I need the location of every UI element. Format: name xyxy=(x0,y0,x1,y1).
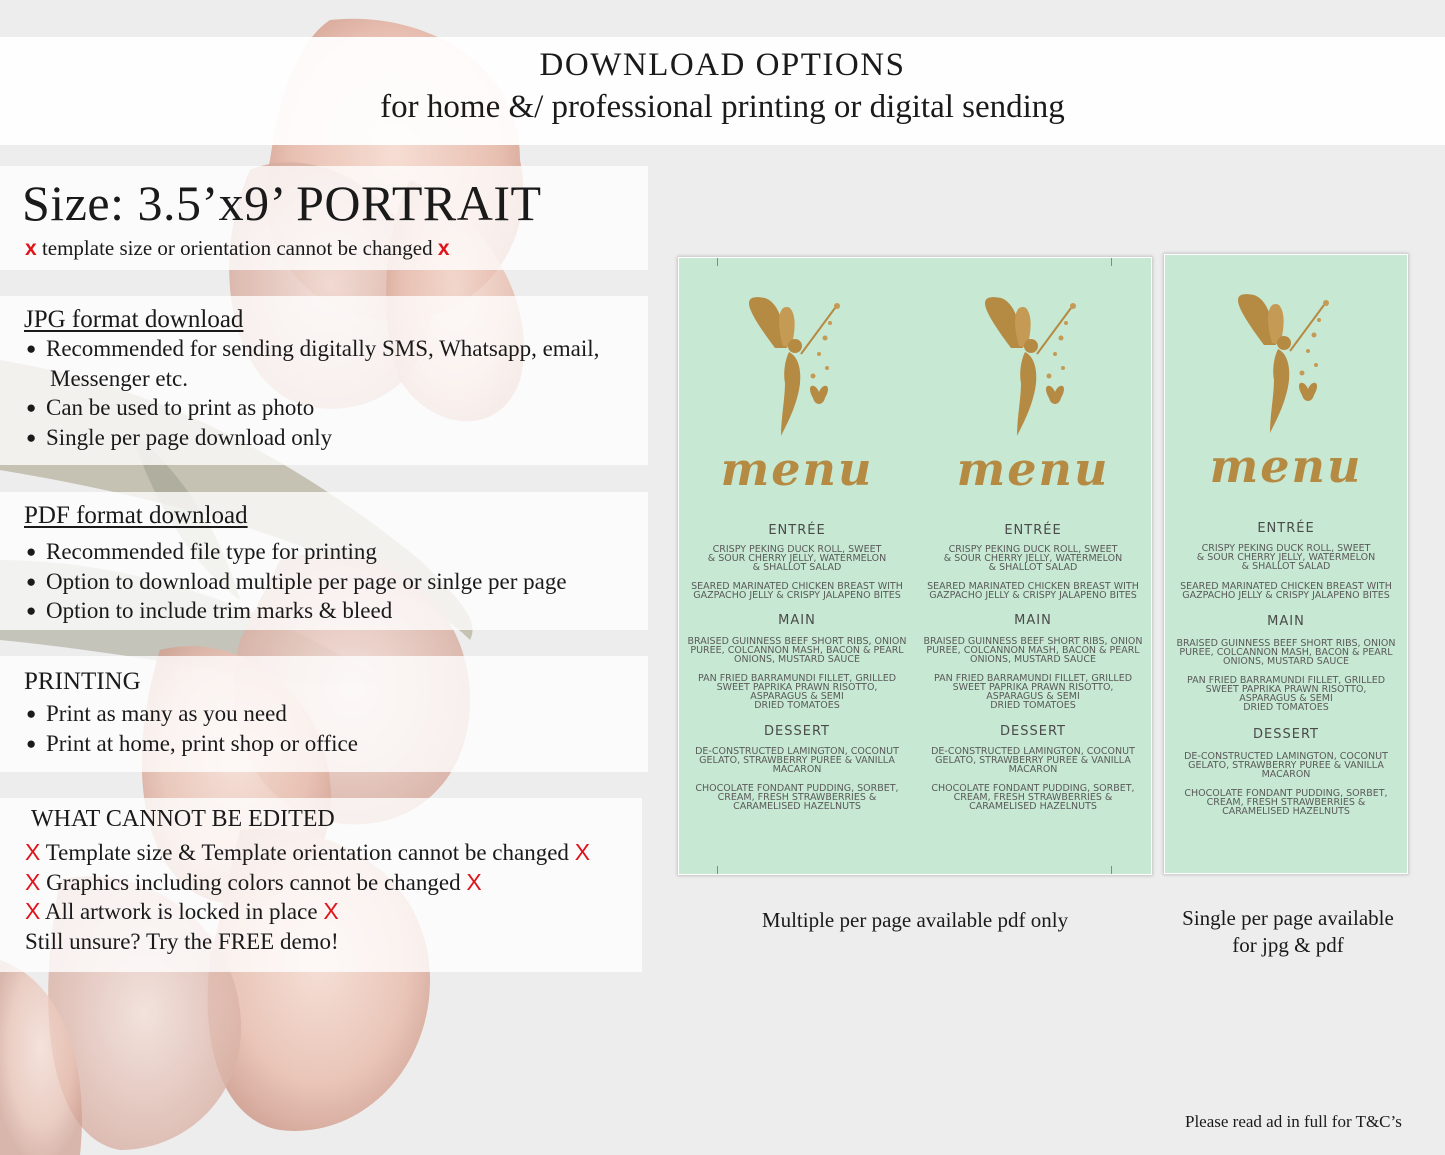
cannot-edit-title: WHAT CANNOT BE EDITED xyxy=(31,806,335,832)
cannot-edit-panel xyxy=(0,798,642,972)
menu-word: menu xyxy=(720,442,874,496)
printing-panel xyxy=(0,656,648,772)
list-item: ● Recommended file type for printing xyxy=(25,537,567,567)
dish-line: SEARED MARINATED CHICKEN BREAST WITH xyxy=(1180,581,1392,592)
printing-feature-list xyxy=(25,699,358,758)
bullet-icon: ● xyxy=(26,398,37,418)
dish-line: ASPARAGUS & SEMI xyxy=(1239,693,1333,704)
list-item: ● Single per page download only xyxy=(25,423,599,453)
x-mark-icon: X xyxy=(466,868,482,895)
dish-line: CARAMELISED HAZELNUTS xyxy=(733,801,861,812)
dish-line: & SHALLOT SALAD xyxy=(752,562,842,573)
dish-line: ONIONS, MUSTARD SAUCE xyxy=(733,654,860,665)
fairy-icon xyxy=(971,288,1091,438)
dish-line: GELATO, STRAWBERRY PUREE & VANILLA xyxy=(935,755,1131,766)
caption-single-line2: for jpg & pdf xyxy=(1232,933,1344,957)
fairy-icon xyxy=(735,288,855,438)
x-mark-icon: x xyxy=(437,237,450,260)
x-mark-icon: X xyxy=(25,868,41,895)
dish-line: PAN FRIED BARRAMUNDI FILLET, GRILLED xyxy=(933,673,1133,684)
dish-line: DRIED TOMATOES xyxy=(990,700,1076,711)
trim-mark xyxy=(1111,258,1112,266)
fairy-icon xyxy=(1224,285,1344,435)
jpg-panel xyxy=(0,296,648,465)
dish-line: CRISPY PEKING DUCK ROLL, SWEET xyxy=(712,544,882,555)
dish-line: & SOUR CHERRY JELLY, WATERMELON xyxy=(707,553,887,564)
course-title-entree: ENTRÉE xyxy=(768,523,826,538)
dish-line: PAN FRIED BARRAMUNDI FILLET, GRILLED xyxy=(697,673,897,684)
dish-line: MACARON xyxy=(772,764,822,775)
course-title-main: MAIN xyxy=(1014,613,1052,628)
header-title: DOWNLOAD OPTIONS xyxy=(539,47,906,83)
trim-mark xyxy=(717,258,718,266)
dish-line: PAN FRIED BARRAMUNDI FILLET, GRILLED xyxy=(1186,675,1386,686)
header-subtitle: for home &/ professional printing or digital sending xyxy=(380,89,1065,125)
menu-preview-left xyxy=(679,258,915,874)
dish-line: CRISPY PEKING DUCK ROLL, SWEET xyxy=(948,544,1118,555)
dish-line: ONIONS, MUSTARD SAUCE xyxy=(969,654,1096,665)
dish-line: PUREE, COLCANNON MASH, BACON & PEARL xyxy=(926,645,1140,656)
dish-line: GAZPACHO JELLY & CRISPY JALAPENO BITES xyxy=(929,590,1137,601)
dish-line: BRAISED GUINNESS BEEF SHORT RIBS, ONION xyxy=(1176,638,1396,649)
caption-multiple: Multiple per page available pdf only xyxy=(761,908,1069,932)
dish-line: ONIONS, MUSTARD SAUCE xyxy=(1222,656,1349,667)
dish-line: CHOCOLATE FONDANT PUDDING, SORBET, xyxy=(1184,788,1388,799)
printing-panel-title: PRINTING xyxy=(24,668,141,695)
bullet-icon: ● xyxy=(26,339,37,358)
dish-line: CARAMELISED HAZELNUTS xyxy=(969,801,1097,812)
list-item: ● Option to download multiple per page or sinlge per page xyxy=(25,567,567,597)
course-title-main: MAIN xyxy=(778,613,816,628)
bullet-icon: ● xyxy=(26,542,37,561)
dish-line: ASPARAGUS & SEMI xyxy=(750,691,844,702)
list-item: ● Option to include trim marks & bleed xyxy=(25,596,567,626)
bullet-icon: ● xyxy=(26,571,37,591)
trim-mark xyxy=(717,866,718,874)
list-item: X All artwork is locked in place X xyxy=(25,898,339,925)
dish-line: GELATO, STRAWBERRY PUREE & VANILLA xyxy=(1188,760,1384,771)
pdf-panel xyxy=(0,492,648,630)
dish-line: GAZPACHO JELLY & CRISPY JALAPENO BITES xyxy=(693,590,901,601)
menu-preview-right xyxy=(915,258,1151,874)
dish-line: DE-CONSTRUCTED LAMINGTON, COCONUT xyxy=(1184,751,1388,762)
course-title-dessert: DESSERT xyxy=(1253,727,1319,742)
x-mark-icon: X xyxy=(574,839,591,865)
dish-line: CREAM, FRESH STRAWBERRIES & xyxy=(1206,797,1366,808)
course-title-dessert: DESSERT xyxy=(1000,724,1066,739)
dish-line: SWEET PAPRIKA PRAWN RISOTTO, xyxy=(952,682,1114,693)
pdf-feature-list xyxy=(25,537,567,626)
dish-line: BRAISED GUINNESS BEEF SHORT RIBS, ONION xyxy=(687,636,907,647)
cannot-edit-list xyxy=(25,838,590,957)
caption-single xyxy=(1150,905,1426,959)
course-title-dessert: DESSERT xyxy=(764,724,830,739)
dish-line: CREAM, FRESH STRAWBERRIES & xyxy=(717,792,877,803)
size-panel xyxy=(0,166,648,270)
dish-line: & SHALLOT SALAD xyxy=(988,562,1078,573)
dish-line: & SHALLOT SALAD xyxy=(1241,561,1331,572)
bullet-icon: ● xyxy=(26,601,37,621)
closing-line: Still unsure? Try the FREE demo! xyxy=(25,929,339,955)
footnote: Please read ad in full for T&C’s xyxy=(1185,1112,1402,1131)
x-mark-icon: X xyxy=(25,898,41,925)
menu-word: menu xyxy=(956,442,1110,496)
dish-line: CHOCOLATE FONDANT PUDDING, SORBET, xyxy=(931,783,1135,794)
dish-line: DE-CONSTRUCTED LAMINGTON, COCONUT xyxy=(931,746,1135,757)
pdf-panel-title: PDF format download xyxy=(24,502,248,529)
list-item: ● Print at home, print shop or office xyxy=(25,729,358,759)
bullet-icon: ● xyxy=(26,733,37,753)
bullet-icon: ● xyxy=(26,428,37,448)
jpg-feature-list xyxy=(25,334,599,453)
header-band xyxy=(0,37,1445,145)
size-title: Size: 3.5’x9’ PORTRAIT xyxy=(22,175,542,231)
list-item: ● Can be used to print as photo xyxy=(25,393,599,423)
course-title-entree: ENTRÉE xyxy=(1257,521,1315,536)
dish-line: PUREE, COLCANNON MASH, BACON & PEARL xyxy=(1179,647,1393,658)
x-mark-icon: X xyxy=(323,898,339,925)
x-mark-icon: X xyxy=(25,839,41,865)
dish-line: PUREE, COLCANNON MASH, BACON & PEARL xyxy=(690,645,904,656)
caption-single-line1: Single per page available xyxy=(1182,906,1394,930)
dish-line: DRIED TOMATOES xyxy=(1243,702,1329,713)
course-title-entree: ENTRÉE xyxy=(1004,523,1062,538)
dish-line: SWEET PAPRIKA PRAWN RISOTTO, xyxy=(1205,684,1367,695)
dish-line: CHOCOLATE FONDANT PUDDING, SORBET, xyxy=(695,783,899,794)
bullet-icon: ● xyxy=(26,704,37,723)
size-note xyxy=(25,236,450,261)
dish-line: CRISPY PEKING DUCK ROLL, SWEET xyxy=(1201,543,1371,554)
list-item: X Graphics including colors cannot be changed X xyxy=(25,868,482,895)
dish-line: DE-CONSTRUCTED LAMINGTON, COCONUT xyxy=(695,746,899,757)
dish-line: CARAMELISED HAZELNUTS xyxy=(1222,806,1350,817)
jpg-panel-title: JPG format download xyxy=(24,306,244,333)
size-note-text: template size or orientation cannot be changed xyxy=(41,236,433,260)
dish-line: SEARED MARINATED CHICKEN BREAST WITH xyxy=(691,581,903,592)
x-mark-icon: x xyxy=(25,237,37,260)
dish-line: & SOUR CHERRY JELLY, WATERMELON xyxy=(1196,552,1376,563)
dish-line: & SOUR CHERRY JELLY, WATERMELON xyxy=(943,553,1123,564)
dish-line: SWEET PAPRIKA PRAWN RISOTTO, xyxy=(716,682,878,693)
list-item: Messenger etc. xyxy=(50,365,188,391)
dish-line: SEARED MARINATED CHICKEN BREAST WITH xyxy=(927,581,1139,592)
dish-line: BRAISED GUINNESS BEEF SHORT RIBS, ONION xyxy=(923,636,1143,647)
dish-line: ASPARAGUS & SEMI xyxy=(986,691,1080,702)
dish-line: GELATO, STRAWBERRY PUREE & VANILLA xyxy=(699,755,895,766)
single-page-preview xyxy=(1165,255,1407,873)
dish-line: CREAM, FRESH STRAWBERRIES & xyxy=(953,792,1113,803)
trim-mark xyxy=(1111,866,1112,874)
list-item: ● Recommended for sending digitally SMS, Whatsapp, email, xyxy=(25,334,599,364)
menu-word: menu xyxy=(1209,439,1363,493)
dish-line: GAZPACHO JELLY & CRISPY JALAPENO BITES xyxy=(1182,590,1390,601)
dish-line: MACARON xyxy=(1008,764,1058,775)
list-item: X Template size & Template orientation cannot be changed X xyxy=(25,839,591,865)
dish-line: MACARON xyxy=(1261,769,1311,780)
menu-preview-single xyxy=(1168,255,1404,871)
list-item: ● Print as many as you need xyxy=(25,699,358,729)
dish-line: DRIED TOMATOES xyxy=(754,700,840,711)
multi-page-preview xyxy=(679,258,1151,874)
course-title-main: MAIN xyxy=(1267,614,1305,629)
